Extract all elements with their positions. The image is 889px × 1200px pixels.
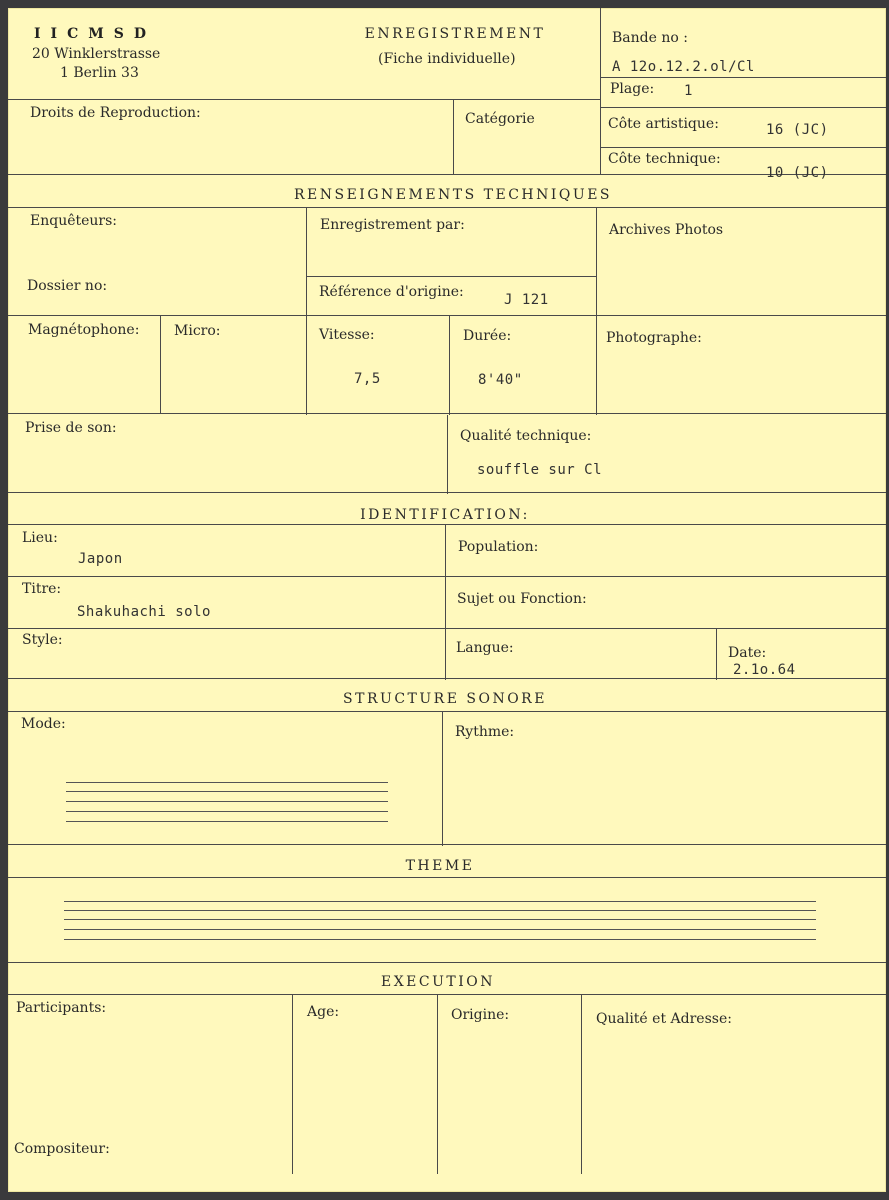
rule <box>453 99 454 174</box>
reference-label: Référence d'origine: <box>319 284 464 300</box>
rule <box>8 628 886 629</box>
date-value: 2.1o.64 <box>733 662 796 678</box>
address-line-2: 1 Berlin 33 <box>60 65 139 81</box>
rythme-label: Rythme: <box>455 724 515 740</box>
prise-de-son-label: Prise de son: <box>25 420 117 436</box>
rule <box>8 524 886 525</box>
rule <box>8 711 886 712</box>
mode-staff-line <box>66 811 388 812</box>
rule <box>596 207 597 415</box>
section-title-execution: EXECUTION <box>380 974 496 990</box>
rule <box>437 994 438 1174</box>
rule <box>600 77 886 78</box>
lieu-label: Lieu: <box>22 530 58 546</box>
vitesse-value: 7,5 <box>354 371 381 387</box>
section-title-theme: THEME <box>405 858 475 874</box>
qualite-adresse-label: Qualité et Adresse: <box>596 1011 732 1027</box>
archives-photos-label: Archives Photos <box>609 222 724 238</box>
section-title-identification: IDENTIFICATION: <box>360 507 530 523</box>
population-label: Population: <box>458 539 539 555</box>
lieu-value: Japon <box>78 551 123 567</box>
rule <box>8 315 886 316</box>
cote-artistique-label: Côte artistique: <box>608 116 719 132</box>
form-title: ENREGISTREMENT <box>364 26 546 42</box>
cote-technique-label: Côte technique: <box>608 151 721 167</box>
rule <box>306 276 596 277</box>
theme-staff-line <box>64 910 816 911</box>
enqueteurs-label: Enquêteurs: <box>30 213 118 229</box>
compositeur-label: Compositeur: <box>14 1141 110 1157</box>
mode-staff-line <box>66 801 388 802</box>
sujet-label: Sujet ou Fonction: <box>457 591 587 607</box>
rule <box>8 413 886 414</box>
dossier-label: Dossier no: <box>27 278 108 294</box>
magnetophone-label: Magnétophone: <box>28 322 140 338</box>
age-label: Age: <box>307 1004 340 1020</box>
cote-artistique-value: 16 (JC) <box>766 122 829 138</box>
style-label: Style: <box>22 632 63 648</box>
titre-label: Titre: <box>22 581 62 597</box>
institute-logo: IICMSD <box>34 26 156 42</box>
rule <box>449 315 450 415</box>
plage-label: Plage: <box>610 81 655 97</box>
bande-label: Bande no : <box>612 30 688 46</box>
rule <box>581 994 582 1174</box>
bande-value: A 12o.12.2.ol/Cl <box>612 59 755 75</box>
categorie-label: Catégorie <box>465 111 535 127</box>
duree-value: 8'40" <box>478 372 523 388</box>
date-label: Date: <box>728 645 767 661</box>
rule <box>716 628 717 680</box>
rule <box>160 315 161 413</box>
vitesse-label: Vitesse: <box>319 327 375 343</box>
rule <box>8 174 886 175</box>
theme-staff-line <box>64 939 816 940</box>
mode-staff-line <box>66 791 388 792</box>
qualite-technique-value: souffle sur Cl <box>477 462 603 478</box>
rule <box>8 207 886 208</box>
rule <box>8 994 886 995</box>
mode-staff-line <box>66 821 388 822</box>
mode-label: Mode: <box>21 716 66 732</box>
theme-staff-line <box>64 929 816 930</box>
titre-value: Shakuhachi solo <box>77 604 211 620</box>
record-card <box>8 8 886 1192</box>
cote-technique-value: 10 (JC) <box>766 165 829 181</box>
rule <box>8 678 886 679</box>
origine-label: Origine: <box>451 1007 510 1023</box>
langue-label: Langue: <box>456 640 514 656</box>
mode-staff-line <box>66 782 388 783</box>
plage-value: 1 <box>684 83 693 99</box>
rule <box>442 711 443 846</box>
theme-staff-line <box>64 919 816 920</box>
rule <box>8 99 600 100</box>
rule <box>8 844 886 845</box>
rule <box>447 415 448 494</box>
droits-label: Droits de Reproduction: <box>30 105 201 121</box>
duree-label: Durée: <box>463 328 512 344</box>
rule <box>292 994 293 1174</box>
rule <box>445 524 446 680</box>
micro-label: Micro: <box>174 323 221 339</box>
theme-staff-line <box>64 901 816 902</box>
section-title-structure: STRUCTURE SONORE <box>343 691 547 707</box>
form-subtitle: (Fiche individuelle) <box>378 51 516 67</box>
enregistrement-par-label: Enregistrement par: <box>320 217 465 233</box>
section-title-technique: RENSEIGNEMENTS TECHNIQUES <box>293 187 613 203</box>
photographe-label: Photographe: <box>606 330 702 346</box>
rule <box>600 107 886 108</box>
qualite-technique-label: Qualité technique: <box>460 428 592 444</box>
rule <box>8 576 886 577</box>
rule <box>600 147 886 148</box>
rule <box>306 207 307 415</box>
address-line-1: 20 Winklerstrasse <box>32 46 161 62</box>
reference-value: J 121 <box>504 292 549 308</box>
rule <box>8 962 886 963</box>
rule <box>600 8 601 174</box>
rule <box>8 877 886 878</box>
participants-label: Participants: <box>16 1000 107 1016</box>
